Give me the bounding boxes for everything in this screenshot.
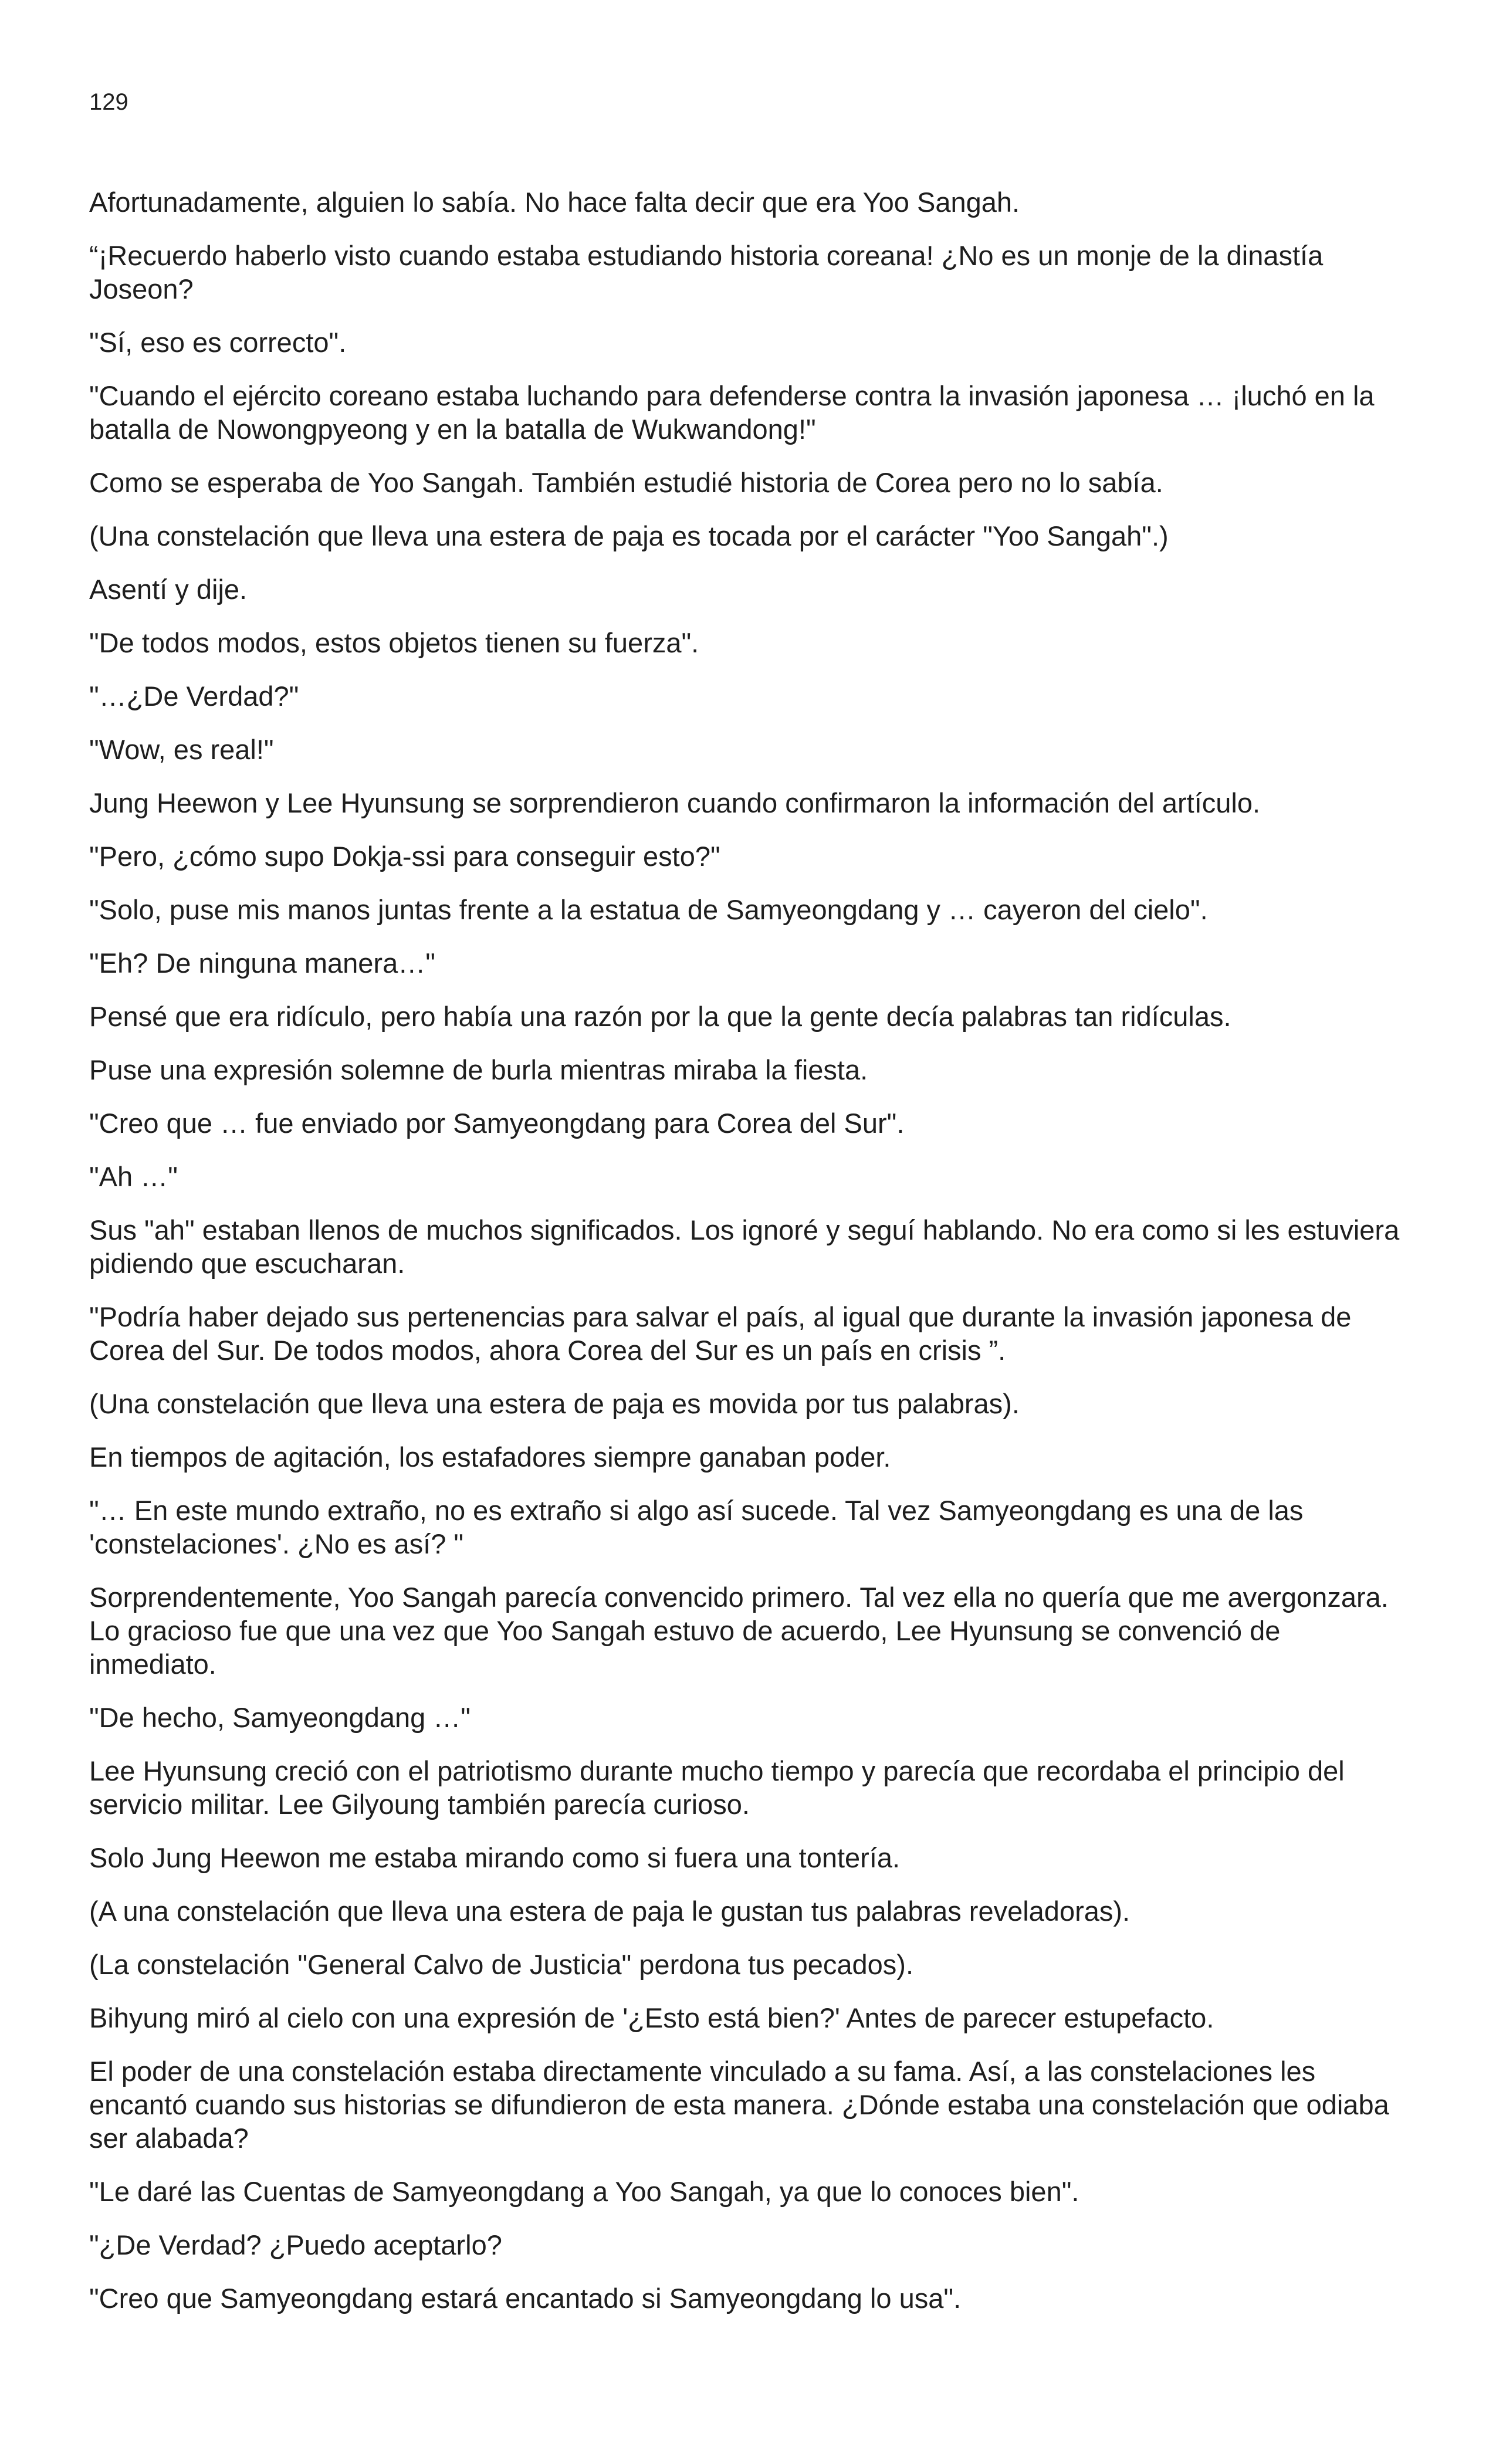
paragraph: "Cuando el ejército coreano estaba luchando para defenderse contra la invasión japonesa … ¡luchó en la batalla de Nowongpyeong y en la batalla de Wukwandong!" — [89, 380, 1375, 445]
paragraph: (Una constelación que lleva una estera de paja es movida por tus palabras). — [89, 1388, 1020, 1419]
paragraph: (La constelación "General Calvo de Justicia" perdona tus pecados). — [89, 1949, 913, 1980]
paragraph: "Le daré las Cuentas de Samyeongdang a Yoo Sangah, ya que lo conoces bien". — [89, 2176, 1079, 2207]
paragraph: "Wow, es real!" — [89, 734, 274, 765]
paragraph: Asentí y dije. — [89, 574, 248, 605]
paragraph: Pensé que era ridículo, pero había una razón por la que la gente decía palabras tan ridículas. — [89, 1001, 1231, 1032]
paragraph: "Creo que … fue enviado por Samyeongdang para Corea del Sur". — [89, 1108, 905, 1139]
paragraph: Puse una expresión solemne de burla mientras miraba la fiesta. — [89, 1054, 868, 1085]
paragraph: "…¿De Verdad?" — [89, 681, 299, 712]
paragraph: (A una constelación que lleva una estera de paja le gustan tus palabras reveladoras). — [89, 1896, 1131, 1927]
paragraph: (Una constelación que lleva una estera de paja es tocada por el carácter "Yoo Sangah".) — [89, 520, 1169, 551]
paragraph: "Creo que Samyeongdang estará encantado si Samyeongdang lo usa". — [89, 2283, 962, 2314]
paragraph: "Sí, eso es correcto". — [89, 327, 347, 358]
page-number: 129 — [89, 89, 128, 115]
page-body — [89, 185, 1408, 2335]
paragraph: “¡Recuerdo haberlo visto cuando estaba estudiando historia coreana! ¿No es un monje de la dinastía Joseon? — [89, 240, 1324, 304]
paragraph: El poder de una constelación estaba directamente vinculado a su fama. Así, a las constelaciones les encantó cuando sus historias se difundieron de esta manera. ¿Dónde estaba una constelación que odiaba ser alabada? — [89, 2056, 1389, 2154]
paragraph: "De todos modos, estos objetos tienen su fuerza". — [89, 627, 699, 658]
paragraph: "… En este mundo extraño, no es extraño si algo así sucede. Tal vez Samyeongdang es una de las 'constelaciones'. ¿No es así? " — [89, 1495, 1304, 1559]
paragraph: "Solo, puse mis manos juntas frente a la estatua de Samyeongdang y … cayeron del cielo". — [89, 894, 1208, 925]
paragraph: Bihyung miró al cielo con una expresión de '¿Esto está bien?' Antes de parecer estupefacto. — [89, 2002, 1214, 2033]
paragraph: Jung Heewon y Lee Hyunsung se sorprendieron cuando confirmaron la información del artículo. — [89, 787, 1261, 818]
paragraph: Como se esperaba de Yoo Sangah. También estudié historia de Corea pero no lo sabía. — [89, 467, 1163, 498]
paragraph: "Podría haber dejado sus pertenencias para salvar el país, al igual que durante la invasión japonesa de Corea del Sur. De todos modos, ahora Corea del Sur es un país en crisis ”. — [89, 1301, 1352, 1366]
paragraph: "De hecho, Samyeongdang …" — [89, 1702, 471, 1733]
paragraph: Sorprendentemente, Yoo Sangah parecía convencido primero. Tal vez ella no quería que me avergonzara. Lo gracioso fue que una vez que Yoo Sangah estuvo de acuerdo, Lee Hyunsung se convenció de inmediato. — [89, 1582, 1389, 1680]
paragraph: "Eh? De ninguna manera…" — [89, 947, 435, 979]
paragraph: "Pero, ¿cómo supo Dokja-ssi para conseguir esto?" — [89, 841, 720, 872]
paragraph: "Ah …" — [89, 1161, 178, 1192]
paragraph: Sus "ah" estaban llenos de muchos significados. Los ignoré y seguí hablando. No era como si les estuviera pidiendo que escucharan. — [89, 1214, 1400, 1279]
paragraph: Afortunadamente, alguien lo sabía. No hace falta decir que era Yoo Sangah. — [89, 187, 1020, 218]
paragraph: "¿De Verdad? ¿Puedo aceptarlo? — [89, 2229, 502, 2260]
paragraph: En tiempos de agitación, los estafadores siempre ganaban poder. — [89, 1441, 891, 1473]
paragraph: Solo Jung Heewon me estaba mirando como si fuera una tontería. — [89, 1842, 901, 1873]
paragraph: Lee Hyunsung creció con el patriotismo durante mucho tiempo y parecía que recordaba el principio del servicio militar. Lee Gilyoung también parecía curioso. — [89, 1755, 1345, 1820]
